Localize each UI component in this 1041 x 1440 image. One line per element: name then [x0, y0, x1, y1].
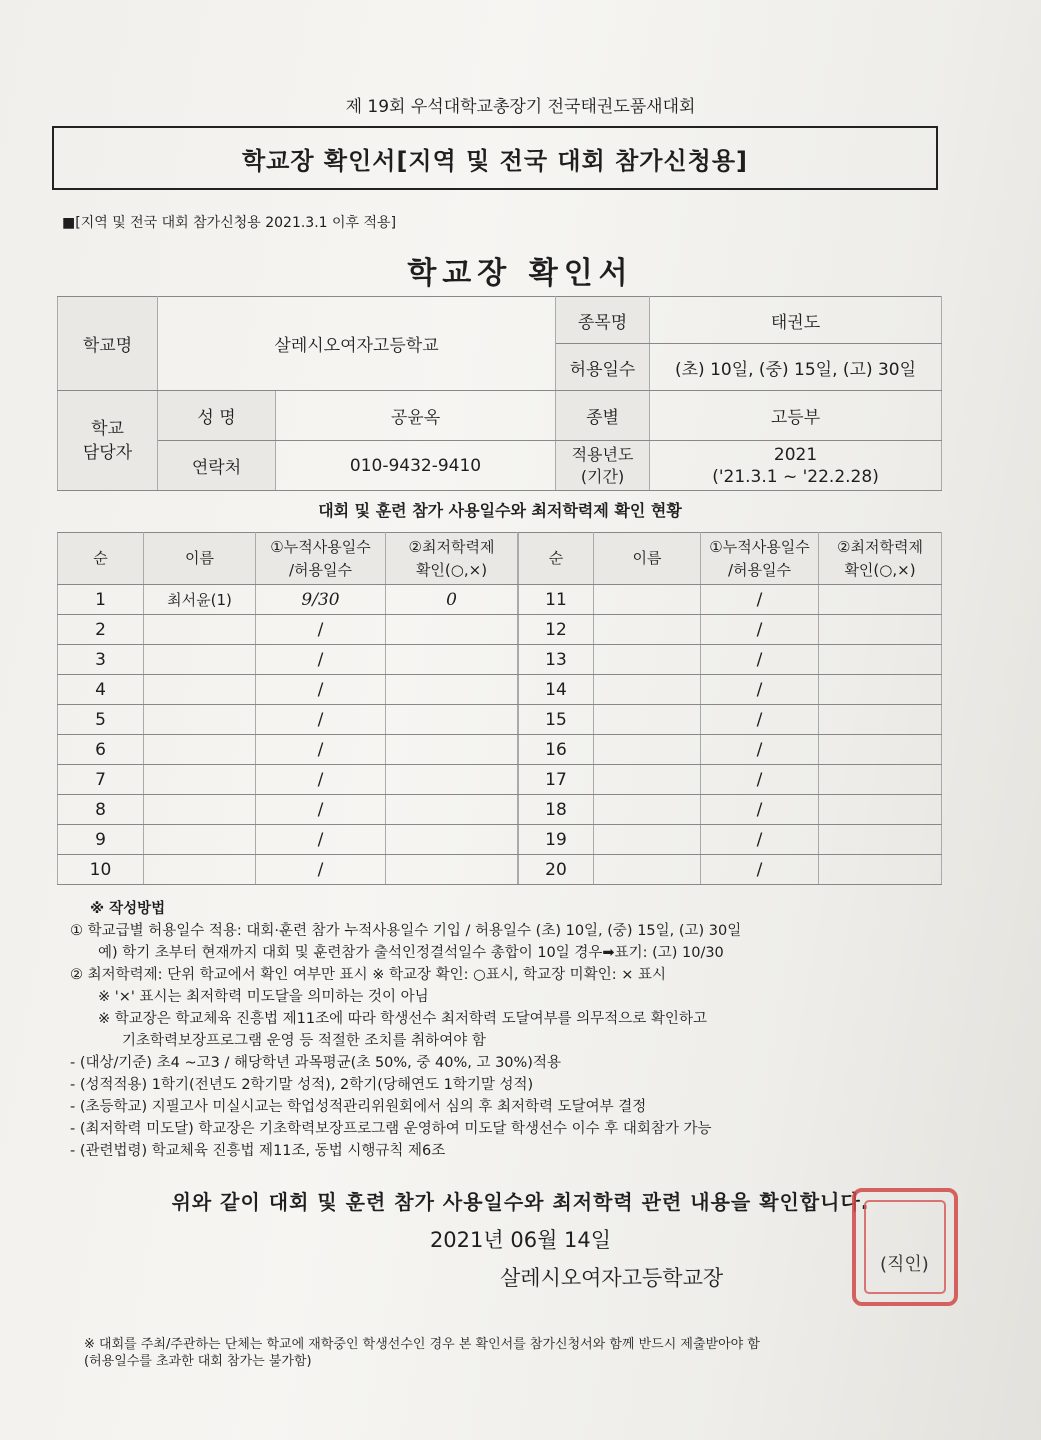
- academic-check: [386, 645, 518, 675]
- row-number: 14: [519, 675, 594, 705]
- contact-group-label: 학교 담당자: [58, 391, 158, 491]
- student-name: [594, 675, 701, 705]
- issue-date: 2021년 06월 14일: [429, 1228, 612, 1252]
- col-header-days: ①누적사용일수 /허용일수: [701, 533, 819, 585]
- table-row: [58, 645, 518, 675]
- row-number: 2: [58, 615, 144, 645]
- instruction-line: - (대상/기준) 초4 ~고3 / 해당학년 과목평균(초 50%, 중 40%, 고 30%)적용: [70, 1055, 561, 1071]
- student-name: [144, 735, 256, 765]
- instructions-title: ※ 작성방법: [90, 901, 166, 917]
- academic-check: [386, 795, 518, 825]
- table-row: [58, 585, 518, 615]
- academic-check: [819, 735, 942, 765]
- student-name: 최서윤(1): [144, 585, 256, 615]
- student-name: [144, 795, 256, 825]
- student-name: [144, 825, 256, 855]
- row-number: 8: [58, 795, 144, 825]
- academic-check: [386, 615, 518, 645]
- col-header-no: 순: [519, 533, 594, 585]
- school-name-value: 살레시오여자고등학교: [158, 297, 556, 391]
- days-used: /: [256, 735, 386, 765]
- row-number: 7: [58, 765, 144, 795]
- student-name: [594, 735, 701, 765]
- days-used: /: [701, 705, 819, 735]
- contact-name-label: 성 명: [158, 391, 276, 441]
- days-used: /: [701, 585, 819, 615]
- academic-check: [819, 705, 942, 735]
- instructions: [70, 898, 970, 1162]
- student-name: [144, 765, 256, 795]
- table-row: [519, 825, 942, 855]
- academic-check: [819, 615, 942, 645]
- days-used: /: [256, 645, 386, 675]
- table-row: [519, 855, 942, 885]
- academic-check: [386, 855, 518, 885]
- table-row: [519, 705, 942, 735]
- instruction-line: 예) 학기 초부터 현재까지 대회 및 훈련참가 출석인정결석일수 총합이 10일 경우➡표기: (고) 10/30: [98, 945, 724, 961]
- days-used: /: [256, 705, 386, 735]
- days-used: /: [701, 825, 819, 855]
- table-row: [519, 615, 942, 645]
- instruction-line: ② 최저학력제: 단위 학교에서 확인 여부만 표시 ※ 학교장 확인: ○표시, 학교장 미확인: × 표시: [70, 967, 666, 983]
- row-number: 16: [519, 735, 594, 765]
- school-name-label: 학교명: [58, 297, 158, 391]
- row-number: 10: [58, 855, 144, 885]
- boxed-title-text: 학교장 확인서[지역 및 전국 대회 참가신청용]: [241, 146, 749, 175]
- row-number: 12: [519, 615, 594, 645]
- instruction-line: - (관련법령) 학교체육 진흥법 제11조, 동법 시행규칙 제6조: [70, 1143, 446, 1159]
- division-value: 고등부: [650, 391, 942, 441]
- contact-phone-label: 연락처: [158, 441, 276, 491]
- instruction-line: ① 학교급별 허용일수 적용: 대회·훈련 참가 누적사용일수 기입 / 허용일수 (초) 10일, (중) 15일, (고) 30일: [70, 923, 742, 939]
- days-used: /: [701, 645, 819, 675]
- student-name: [594, 795, 701, 825]
- row-number: 9: [58, 825, 144, 855]
- table-row: [58, 855, 518, 885]
- days-used: /: [256, 675, 386, 705]
- row-number: 6: [58, 735, 144, 765]
- principal-signature-line: 살레시오여자고등학교장: [500, 1266, 724, 1290]
- academic-check: [819, 795, 942, 825]
- event-value: 태권도: [650, 297, 942, 344]
- student-name: [144, 705, 256, 735]
- student-name: [594, 765, 701, 795]
- academic-check: [386, 825, 518, 855]
- col-header-academic: ②최저학력제 확인(○,×): [386, 533, 518, 585]
- table-row: [58, 795, 518, 825]
- instruction-line: 기초학력보장프로그램 운영 등 적절한 조치를 취하여야 함: [122, 1033, 486, 1049]
- col-header-academic: ②최저학력제 확인(○,×): [819, 533, 942, 585]
- academic-check: [819, 585, 942, 615]
- row-number: 3: [58, 645, 144, 675]
- student-name: [594, 855, 701, 885]
- student-name: [594, 705, 701, 735]
- academic-check: [819, 645, 942, 675]
- days-used: /: [256, 765, 386, 795]
- row-number: 18: [519, 795, 594, 825]
- student-name: [144, 645, 256, 675]
- table-row: [519, 765, 942, 795]
- instruction-line: - (성적적용) 1학기(전년도 2학기말 성적), 2학기(당해연도 1학기말 성적): [70, 1077, 534, 1093]
- table-row: [58, 825, 518, 855]
- academic-check: [386, 735, 518, 765]
- row-number: 5: [58, 705, 144, 735]
- row-number: 17: [519, 765, 594, 795]
- student-name: [594, 615, 701, 645]
- table-row: [519, 795, 942, 825]
- row-number: 20: [519, 855, 594, 885]
- days-used: /: [701, 765, 819, 795]
- days-used: /: [256, 795, 386, 825]
- boxed-title: [52, 126, 938, 190]
- page-title: 학교장 확인서: [407, 256, 634, 291]
- participation-table-right: [518, 532, 942, 885]
- academic-check: [819, 825, 942, 855]
- table-row: [58, 735, 518, 765]
- academic-check: [386, 705, 518, 735]
- student-name: [144, 855, 256, 885]
- academic-check: [819, 765, 942, 795]
- row-number: 13: [519, 645, 594, 675]
- official-seal-stamp: [852, 1188, 958, 1306]
- school-info-table: [57, 296, 942, 491]
- footer-note: [84, 1336, 964, 1370]
- instruction-line: ※ '×' 표시는 최저학력 미도달을 의미하는 것이 아님: [98, 989, 429, 1005]
- row-number: 1: [58, 585, 144, 615]
- participation-table-left: [57, 532, 518, 885]
- days-used: 9/30: [256, 585, 386, 615]
- table-row: [519, 735, 942, 765]
- applicability-note: ■[지역 및 전국 대회 참가신청용 2021.3.1 이후 적용]: [62, 215, 397, 231]
- instruction-line: ※ 학교장은 학교체육 진흥법 제11조에 따라 학생선수 최저학력 도달여부를 의무적으로 확인하고: [98, 1011, 707, 1027]
- student-name: [144, 615, 256, 645]
- days-used: /: [701, 795, 819, 825]
- row-number: 11: [519, 585, 594, 615]
- academic-check: [819, 855, 942, 885]
- contact-phone-value: 010-9432-9410: [276, 441, 556, 491]
- table-row: [58, 675, 518, 705]
- allowed-days-label: 허용일수: [556, 344, 650, 391]
- days-used: /: [256, 615, 386, 645]
- instruction-line: - (초등학교) 지필고사 미실시교는 학업성적관리위원회에서 심의 후 최저학력 도달여부 결정: [70, 1099, 647, 1115]
- col-header-days: ①누적사용일수 /허용일수: [256, 533, 386, 585]
- days-used: /: [701, 675, 819, 705]
- days-used: /: [701, 855, 819, 885]
- days-used: /: [256, 855, 386, 885]
- allowed-days-value: (초) 10일, (중) 15일, (고) 30일: [650, 344, 942, 391]
- seal-mark-text: (직인): [880, 1254, 929, 1275]
- col-header-name: 이름: [144, 533, 256, 585]
- footer-line-1: ※ 대회를 주최/주관하는 단체는 학교에 재학중인 학생선수인 경우 본 확인서를 참가신청서와 함께 반드시 제출받아야 함: [84, 1337, 760, 1352]
- academic-check: [386, 765, 518, 795]
- days-used: /: [256, 825, 386, 855]
- division-label: 종별: [556, 391, 650, 441]
- footer-line-2: (허용일수를 초과한 대회 참가는 불가함): [84, 1354, 312, 1369]
- confirmation-statement: 위와 같이 대회 및 훈련 참가 사용일수와 최저학력 관련 내용을 확인합니다.: [171, 1190, 870, 1214]
- student-name: [594, 585, 701, 615]
- year-value: 2021 ('21.3.1 ~ '22.2.28): [650, 441, 942, 491]
- instruction-line: - (최저학력 미도달) 학교장은 기초학력보장프로그램 운영하여 미도달 학생선수 이수 후 대회참가 가능: [70, 1121, 712, 1137]
- competition-edition: 제 19회 우석대학교총장기 전국태권도품새대회: [345, 97, 696, 117]
- table-row: [519, 585, 942, 615]
- col-header-name: 이름: [594, 533, 701, 585]
- table-row: [58, 765, 518, 795]
- table-row: [58, 615, 518, 645]
- row-number: 19: [519, 825, 594, 855]
- row-number: 15: [519, 705, 594, 735]
- row-number: 4: [58, 675, 144, 705]
- event-label: 종목명: [556, 297, 650, 344]
- student-name: [594, 645, 701, 675]
- academic-check: [386, 675, 518, 705]
- academic-check: 0: [386, 585, 518, 615]
- col-header-no: 순: [58, 533, 144, 585]
- days-used: /: [701, 735, 819, 765]
- contact-name-value: 공윤옥: [276, 391, 556, 441]
- year-label: 적용년도 (기간): [556, 441, 650, 491]
- days-used: /: [701, 615, 819, 645]
- table-row: [519, 675, 942, 705]
- student-name: [594, 825, 701, 855]
- table-row: [58, 705, 518, 735]
- academic-check: [819, 675, 942, 705]
- student-name: [144, 675, 256, 705]
- table-row: [519, 645, 942, 675]
- status-section-title: 대회 및 훈련 참가 사용일수와 최저학력제 확인 현황: [318, 501, 682, 520]
